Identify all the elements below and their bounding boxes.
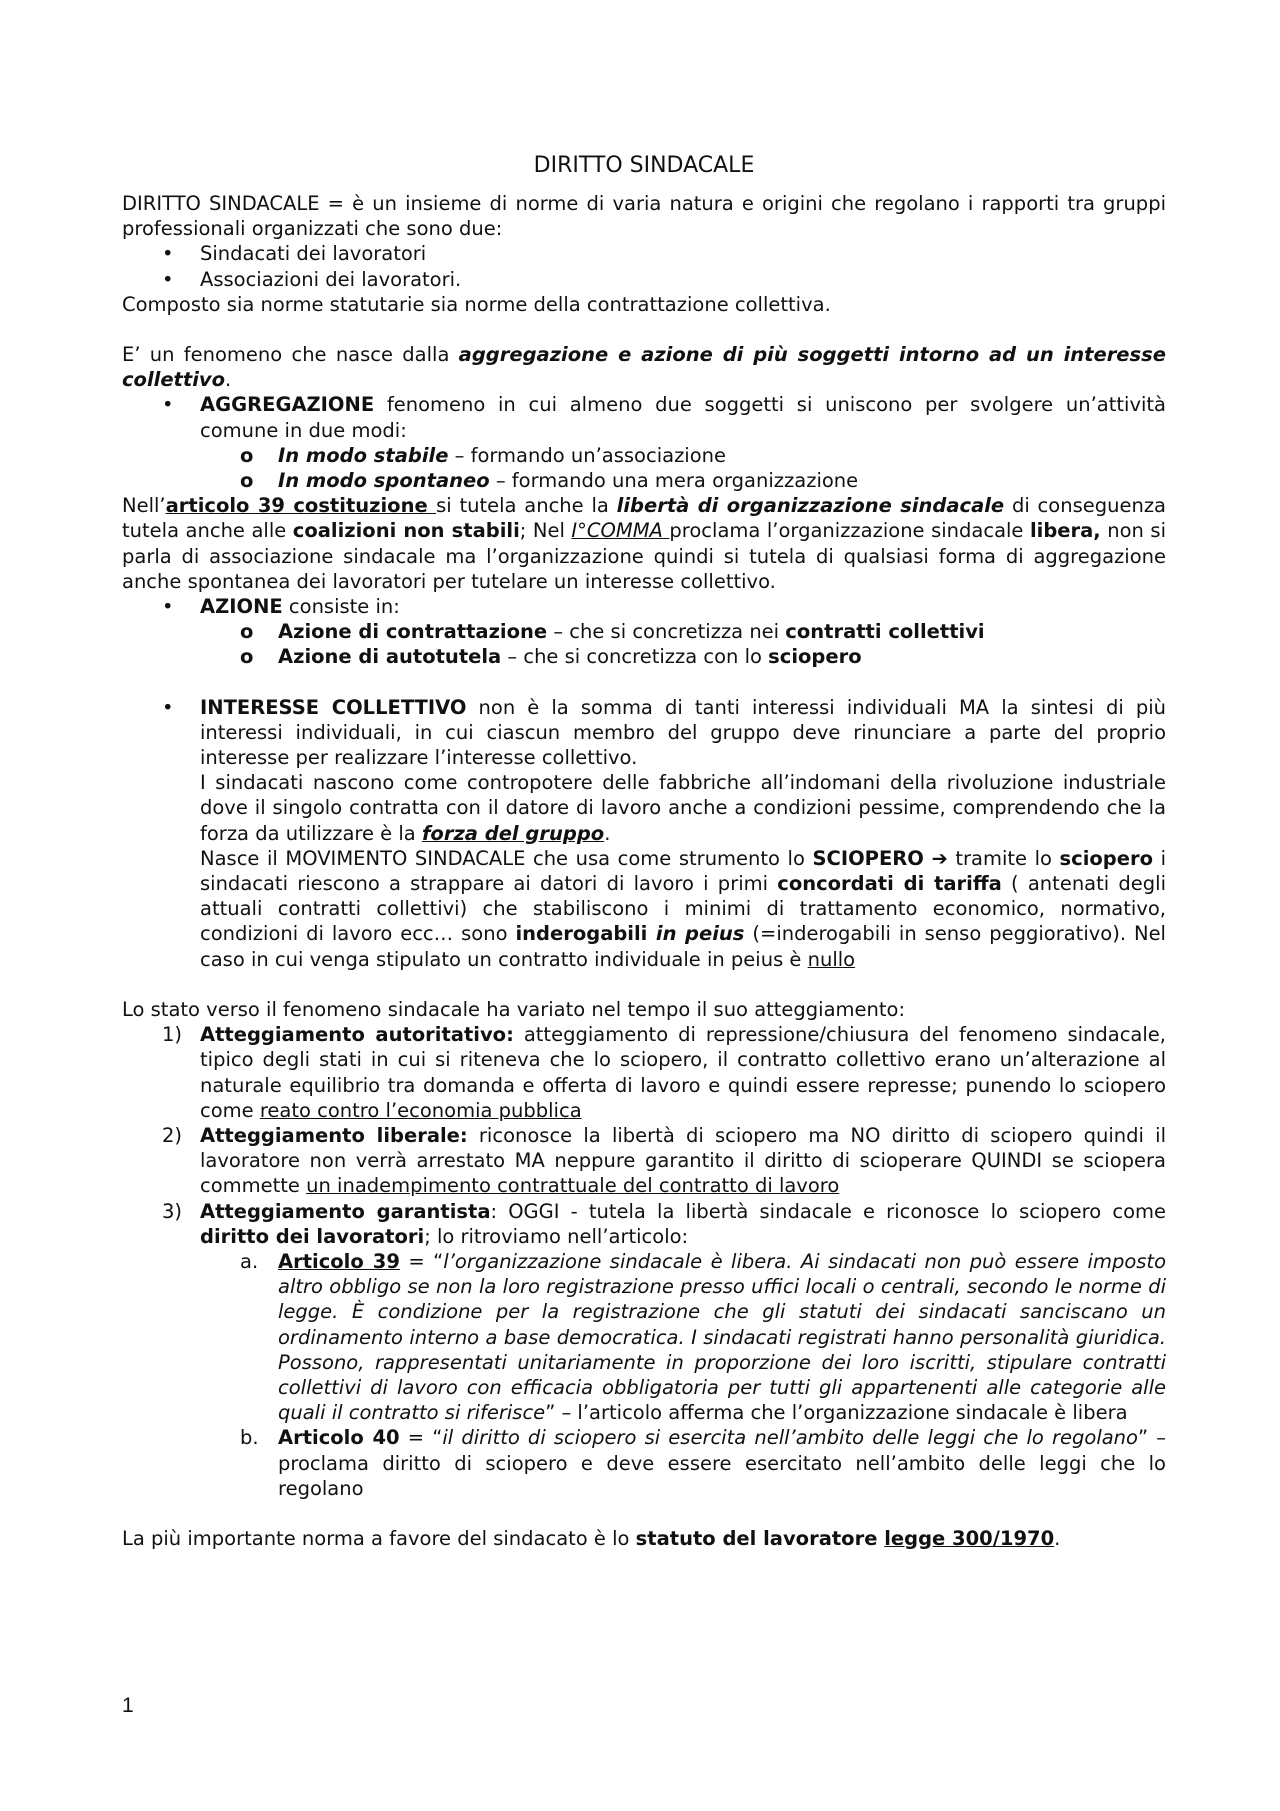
interesse-paragraph-2: I sindacati nascono come contropotere delle fabbriche all’indomani della rivoluzione industriale dove il singolo contratta con il datore di lavoro anche a condizioni pessime, comprendendo che la forza da utilizzare è la forza del gruppo. — [200, 771, 1166, 845]
bullet-icon: • — [162, 393, 174, 417]
stato-list — [122, 1022, 1166, 1501]
bullet-icon: • — [162, 242, 174, 266]
list-item: • AZIONE consiste in: — [162, 595, 400, 619]
circle-bullet-icon: o — [240, 443, 254, 467]
circle-bullet-icon: o — [240, 620, 254, 644]
intro-closing: Composto sia norme statutarie sia norme della contrattazione collettiva. — [122, 292, 831, 316]
list-item: 3) Atteggiamento garantista: OGGI - tutela la libertà sindacale e riconosce lo sciopero come diritto dei lavoratori; lo ritroviamo nell’articolo: — [162, 1199, 1166, 1248]
bullet-icon: • — [162, 267, 174, 291]
bullet-icon: • — [162, 695, 174, 719]
list-item: • Sindacati dei lavoratori — [162, 242, 427, 266]
intro-paragraph: DIRITTO SINDACALE = è un insieme di norme di varia natura e origini che regolano i rapporti tra gruppi professionali organizzati che sono due: — [122, 192, 1166, 241]
list-item: • Associazioni dei lavoratori. — [162, 267, 462, 291]
page-content — [122, 152, 1166, 1551]
circle-bullet-icon: o — [240, 469, 254, 493]
list-item: 2) Atteggiamento liberale: riconosce la libertà di sciopero ma NO diritto di sciopero quindi il lavoratore non verrà arrestato MA neppure garantito il diritto di scioperare QUINDI se sciopera commette un inadempimento contrattuale del contratto di lavoro — [162, 1123, 1166, 1198]
list-item: o Azione di autotutela – che si concretizza con lo sciopero — [240, 645, 862, 669]
page-number: 1 — [122, 1694, 134, 1717]
list-item: • AGGREGAZIONE fenomeno in cui almeno due soggetti si uniscono per svolgere un’attività comune in due modi: — [162, 393, 1166, 442]
fenomeno-paragraph: E’ un fenomeno che nasce dalla aggregazione e azione di più soggetti intorno ad un interesse collettivo. — [122, 343, 1166, 392]
bullet-icon: • — [162, 595, 174, 619]
arrow-right-icon: ➔ — [931, 846, 948, 870]
interesse-list — [122, 695, 1166, 972]
list-item: 1) Atteggiamento autoritativo: atteggiamento di repressione/chiusura del fenomeno sindacale, tipico degli stati in cui si riteneva che lo sciopero, il contratto collettivo erano un’alterazione al naturale equilibrio tra domanda e offerta di lavoro e quindi essere represse; punendo lo sciopero come reato contro l’economia pubblica — [162, 1023, 1166, 1122]
articolo39-paragraph: Nell’articolo 39 costituzione si tutela anche la libertà di organizzazione sindacale di conseguenza tutela anche alle coalizioni non stabili; Nel I°COMMA proclama l’organizzazione sindacale libera, non si parla di associazione sindacale ma l’organizzazione quindi si tutela di qualsiasi forma di aggregazione anche spontanea dei lavoratori per tutelare un interesse collettivo. — [122, 494, 1167, 593]
aggregazione-list — [122, 392, 1166, 493]
list-item: o In modo stabile – formando un’associazione — [240, 443, 727, 467]
list-item: b. Articolo 40 = “il diritto di sciopero si esercita nell’ambito delle leggi che lo regolano” – proclama diritto di sciopero e deve essere esercitato nell’ambito delle leggi che lo regolano — [240, 1426, 1166, 1500]
stato-intro: Lo stato verso il fenomeno sindacale ha variato nel tempo il suo atteggiamento: — [122, 997, 906, 1021]
page-title: DIRITTO SINDACALE — [533, 153, 755, 178]
list-item: a. Articolo 39 = “l’organizzazione sindacale è libera. Ai sindacati non può essere imposto altro obbligo se non la loro registrazione presso uffici locali o centrali, secondo le norme di legge. È condizione per la registrazione che gli statuti dei sindacati sanciscano un ordinamento interno a base democratica. I sindacati registrati hanno personalità giuridica. Possono, rappresentati unitariamente in proporzione dei loro iscritti, stipulare contratti collettivi di lavoro con efficacia obbligatoria per tutti gli appartenenti alle categorie alle quali il contratto si riferisce” – l’articolo afferma che l’organizzazione sindacale è libera — [240, 1249, 1166, 1425]
list-item: o In modo spontaneo – formando una mera organizzazione — [240, 469, 859, 493]
interesse-paragraph-3: Nasce il MOVIMENTO SINDACALE che usa come strumento lo SCIOPERO ➔ tramite lo sciopero i sindacati riescono a strappare ai datori di lavoro i primi concordati di tariffa ( antenati degli attuali contratti collettivi) che stabiliscono i minimi di trattamento economico, normativo, condizioni di lavoro ecc… sono inderogabili in peius (=inderogabili in senso peggiorativo). Nel caso in cui venga stipulato un contratto individuale in peius è nullo — [200, 846, 1166, 971]
list-item: • INTERESSE COLLETTIVO non è la somma di tanti interessi individuali MA la sintesi di più interessi individuali, in cui ciascun membro del gruppo deve rinunciare a parte del proprio interesse per realizzare l’interesse collettivo. I sindacati nascono come contropotere delle fabbriche all’indomani della rivoluzione industriale dove il singolo contratta con il datore di lavoro anche a condizioni pessime, comprendendo che la forza da utilizzare è la forza del gruppo. Nasce il MOVIMENTO SINDACALE che usa come strumento lo SCIOPERO ➔ tramite lo sciopero i sindacati riescono a strappare ai datori di lavoro i primi concordati di tariffa ( antenati degli attuali contratti collettivi) che stabiliscono i minimi di trattamento economico, normativo, condizioni di lavoro ecc… sono inderogabili in peius (=inderogabili in senso peggiorativo). Nel caso in cui venga stipulato un contratto individuale in peius è nullo — [162, 695, 1166, 971]
circle-bullet-icon: o — [240, 645, 254, 669]
intro-list — [122, 241, 1166, 291]
azione-list — [122, 594, 1166, 670]
final-paragraph: La più importante norma a favore del sindacato è lo statuto del lavoratore legge 300/1970. — [122, 1526, 1061, 1550]
list-item: o Azione di contrattazione – che si concretizza nei contratti collettivi — [240, 620, 985, 644]
